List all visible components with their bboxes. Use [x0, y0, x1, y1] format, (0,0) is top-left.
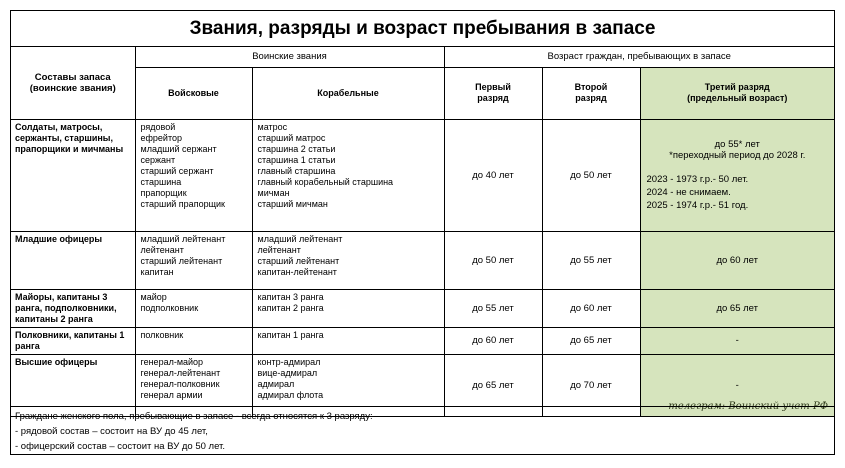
third-note: *переходный период до 2028 г. [669, 149, 806, 161]
transition-line: 2024 - не снимаем. [646, 186, 731, 198]
page-title: Звания, разряды и возраст пребывания в запасе [11, 11, 834, 47]
second-category-age: до 55 лет [542, 231, 640, 289]
rank-item: генерал-майор [140, 356, 204, 367]
rank-item: майор [140, 291, 167, 302]
rank-item: рядовой [140, 121, 176, 132]
rank-item: капитан 2 ранга [257, 302, 324, 313]
third-main: до 55* лет [714, 138, 760, 150]
row-category: Высшие офицеры [11, 354, 135, 416]
rank-item: генерал-лейтенант [140, 367, 221, 378]
rank-item: генерал-полковник [140, 378, 220, 389]
army-ranks [135, 327, 252, 354]
first-category-age: до 50 лет [444, 231, 542, 289]
table-frame [10, 10, 835, 455]
second-category-age: до 50 лет [542, 119, 640, 231]
rank-item: матрос [257, 121, 288, 132]
row-category: Солдаты, матросы, сержанты, старшины, прапорщики и мичманы [11, 119, 135, 231]
transition-line: 2023 - 1973 г.р.- 50 лет. [646, 173, 749, 185]
row-category: Майоры, капитаны 3 ранга, подполковники, капитаны 2 ранга [11, 289, 135, 327]
rank-item: старший сержант [140, 165, 214, 176]
header-category: Составы запаса (воинские звания) [11, 47, 135, 119]
rank-item: генерал армии [140, 389, 203, 400]
rank-item: прапорщик [140, 187, 187, 198]
rank-item: лейтенант [257, 244, 301, 255]
row-category: Полковники, капитаны 1 ранга [11, 327, 135, 354]
rank-item: контр-адмирал [257, 356, 321, 367]
footer-note [11, 406, 834, 454]
rank-item: младший сержант [140, 143, 217, 154]
second-category-age: до 70 лет [542, 354, 640, 416]
rank-item: старший матрос [257, 132, 326, 143]
rank-item: главный старшина [257, 165, 336, 176]
third-category-age: - [640, 327, 834, 354]
army-ranks [135, 289, 252, 327]
rank-item: адмирал [257, 378, 295, 389]
rank-item: старшина 1 статьи [257, 154, 336, 165]
rank-item: ефрейтор [140, 132, 182, 143]
rank-item: старшина 2 статьи [257, 143, 336, 154]
first-category-age: до 60 лет [444, 327, 542, 354]
footer-line: Граждане женского пола, пребывающие в запасе - всегда относятся к 3 разряду: [15, 411, 373, 422]
rank-item: главный корабельный старшина [257, 176, 394, 187]
rank-item: вице-адмирал [257, 367, 318, 378]
rank-item: мичман [257, 187, 290, 198]
row-category: Младшие офицеры [11, 231, 135, 289]
navy-ranks [252, 327, 444, 354]
third-category-age: до 65 лет [640, 289, 834, 327]
rank-item: капитан [140, 266, 174, 277]
navy-ranks [252, 289, 444, 327]
first-category-age: до 55 лет [444, 289, 542, 327]
first-category-age: до 40 лет [444, 119, 542, 231]
rank-item: капитан 1 ранга [257, 329, 324, 340]
table-row [11, 231, 834, 289]
header-third-category: Третий разряд (предельный возраст) [640, 67, 834, 119]
rank-item: старший прапорщик [140, 198, 225, 209]
first-category-age: до 65 лет [444, 354, 542, 416]
third-category-age: до 60 лет [640, 231, 834, 289]
rank-item: старший мичман [257, 198, 328, 209]
second-category-age: до 65 лет [542, 327, 640, 354]
header-army: Войсковые [135, 67, 252, 119]
rank-item: старшина [140, 176, 182, 187]
army-ranks [135, 119, 252, 231]
watermark: телеграм: Воинский учет РФ [668, 400, 828, 412]
second-category-age: до 60 лет [542, 289, 640, 327]
rank-item: полковник [140, 329, 184, 340]
table-row [11, 289, 834, 327]
rank-item: старший лейтенант [140, 255, 223, 266]
navy-ranks [252, 231, 444, 289]
footer-line: - офицерский состав – состоит на ВУ до 50 лет. [15, 441, 225, 452]
header-second-category: Второй разряд [542, 67, 640, 119]
footer-line: - рядовой состав – состоит на ВУ до 45 лет, [15, 426, 208, 437]
rank-item: младший лейтенант [140, 233, 226, 244]
rank-item: младший лейтенант [257, 233, 343, 244]
transition-line: 2025 - 1974 г.р.- 51 год. [646, 199, 749, 211]
rank-item: сержант [140, 154, 176, 165]
rank-item: лейтенант [140, 244, 184, 255]
header-military-ranks: Воинские звания [135, 47, 444, 67]
header-age-group: Возраст граждан, пребывающих в запасе [444, 47, 834, 67]
table-row [11, 119, 834, 231]
third-category-age [640, 119, 834, 231]
third-value: - [735, 379, 739, 391]
header-navy: Корабельные [252, 67, 444, 119]
rank-item: капитан 3 ранга [257, 291, 324, 302]
rank-item: старший лейтенант [257, 255, 340, 266]
navy-ranks [252, 119, 444, 231]
header-first-category: Первый разряд [444, 67, 542, 119]
rank-item: подполковник [140, 302, 199, 313]
table-row [11, 327, 834, 354]
army-ranks [135, 231, 252, 289]
reserve-table [11, 47, 834, 417]
rank-item: адмирал флота [257, 389, 324, 400]
rank-item: капитан-лейтенант [257, 266, 337, 277]
